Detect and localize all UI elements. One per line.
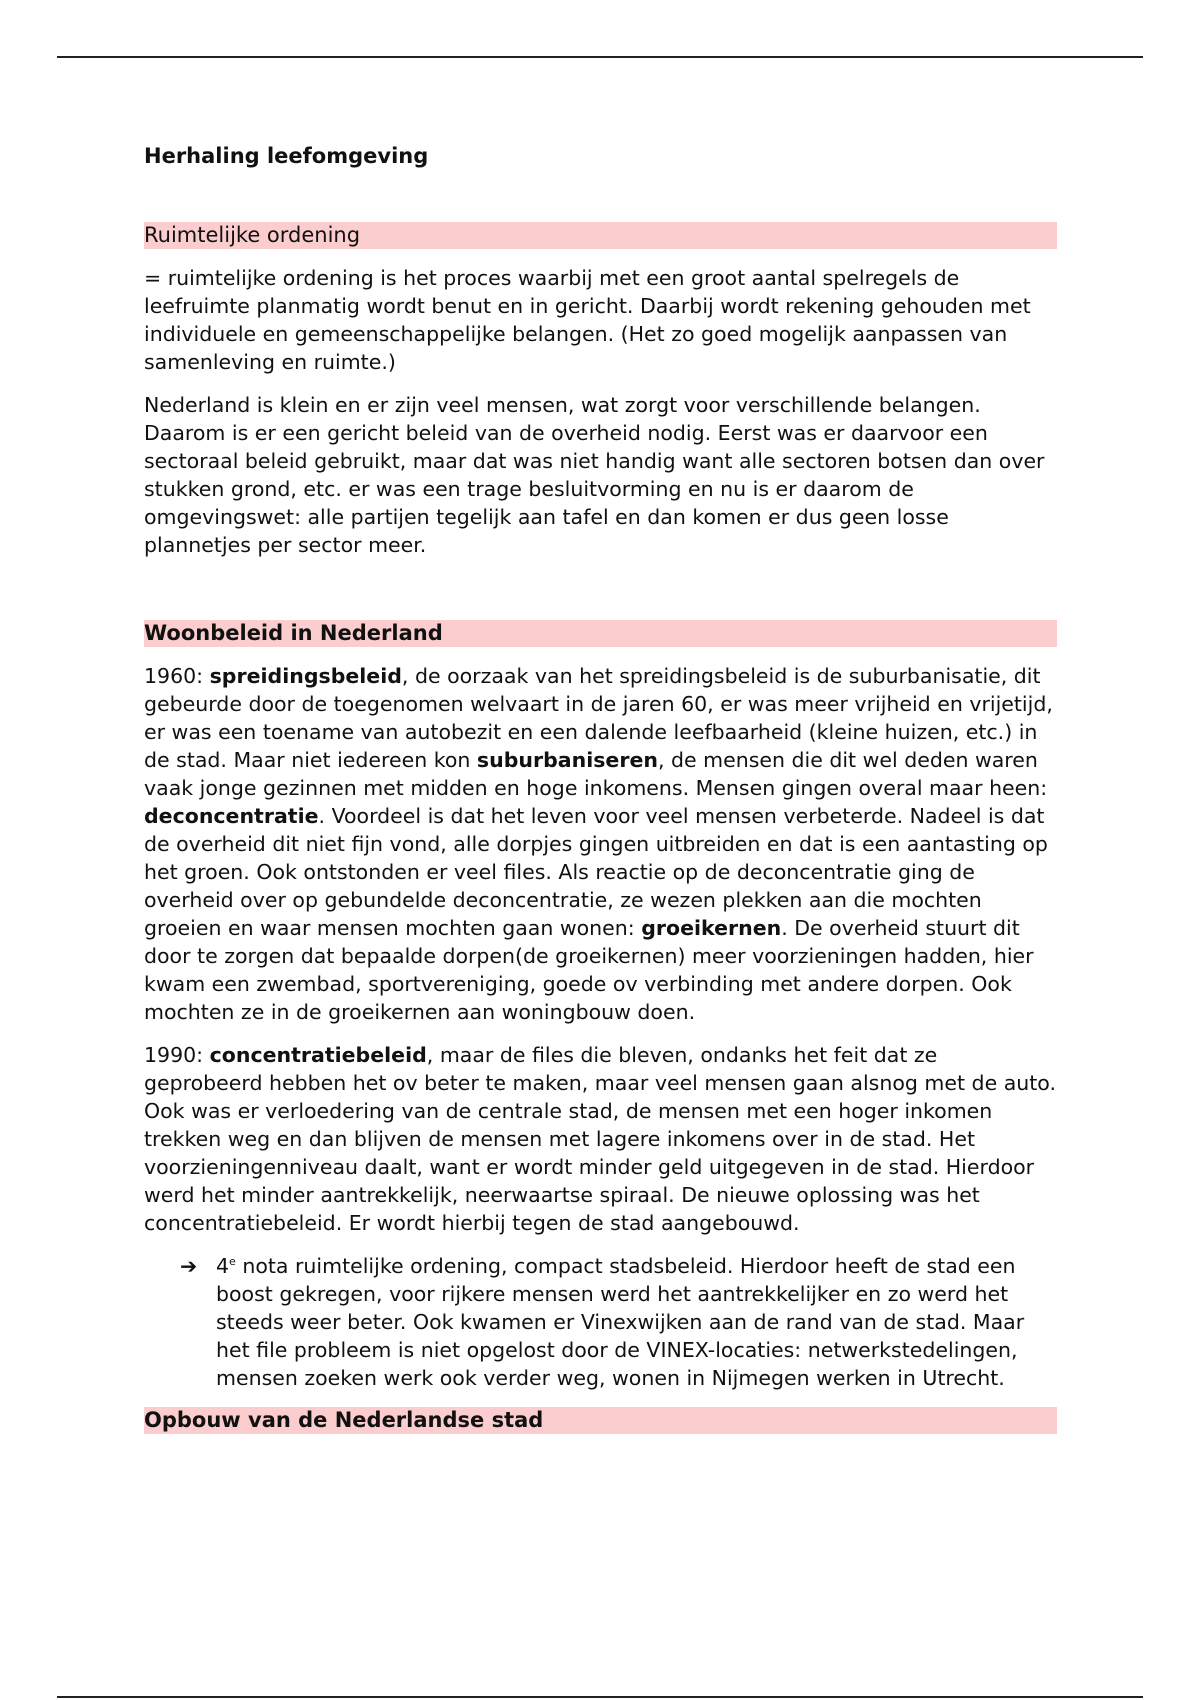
definition-paragraph: = ruimtelijke ordening is het proces waarbij met een groot aantal spelregels de leefruimte planmatig wordt benut en in gericht. Daarbij wordt rekening gehouden met individuele en gemeenschappelijke belangen. (Het zo goed mogelijk aanpassen van samenleving en ruimte.) bbox=[144, 266, 1031, 374]
text-run: 1990: bbox=[144, 1043, 210, 1067]
paragraph-1990 bbox=[144, 1041, 1057, 1237]
arrow-right-icon: ➔ bbox=[180, 1254, 198, 1278]
document-body bbox=[144, 138, 1057, 1449]
term-concentratiebeleid: concentratiebeleid bbox=[209, 1043, 427, 1067]
text-run: , maar de files die bleven, ondanks het feit dat ze geprobeerd hebben het ov beter te maken, maar veel mensen gaan alsnog met de auto. Ook was er verloedering van de centrale stad, de mensen met een hoger inkomen trekken weg en dan blijven de mensen met lagere inkomens over in de stad. Het voorzieningenniveau daalt, want er wordt minder geld uitgegeven in de stad. Hierdoor werd het minder aantrekkelijk, neerwaartse spiraal. De nieuwe oplossing was het concentratiebeleid. Er wordt hierbij tegen de stad aangebouwd. bbox=[144, 1043, 1056, 1235]
page-bottom-rule bbox=[57, 1696, 1143, 1698]
text-run: , de mensen die dit wel deden waren vaak jonge gezinnen met midden en hoge inkomens. Mensen gingen overal maar heen: bbox=[144, 748, 1048, 800]
text-run: 1960: bbox=[144, 664, 210, 688]
bullet-text: nota ruimtelijke ordening, compact stadsbeleid. Hierdoor heeft de stad een boost gekregen, voor rijkere mensen werd het aantrekkelijker en zo werd het steeds weer beter. Ook kwamen er Vinexwijken aan de rand van de stad. Maar het file probleem is niet opgelost door de VINEX-locaties: netwerkstedelingen, mensen zoeken werk ook verder weg, wonen in Nijmegen werken in Utrecht. bbox=[216, 1254, 1025, 1390]
document-title: Herhaling leefomgeving bbox=[144, 144, 429, 168]
section-heading-woonbeleid: Woonbeleid in Nederland bbox=[144, 620, 1057, 647]
arrow-list-item bbox=[144, 1252, 1057, 1392]
page-top-rule bbox=[57, 56, 1143, 58]
text-run: . Voordeel is dat het leven voor veel mensen verbeterde. Nadeel is dat de overheid dit niet fijn vond, alle dorpjes gingen uitbreiden en dat is een aantasting op het groen. Ook ontstonden er veel files. Als reactie op de deconcentratie ging de overheid over op gebundelde deconcentratie, ze wezen plekken aan die mochten groeien en waar mensen mochten gaan wonen: bbox=[144, 804, 1048, 940]
term-suburbaniseren: suburbaniseren bbox=[476, 748, 658, 772]
term-spreidingsbeleid: spreidingsbeleid bbox=[209, 664, 402, 688]
ordinal-suffix: e bbox=[229, 1255, 236, 1269]
section-heading-ruimtelijke-ordening: Ruimtelijke ordening bbox=[144, 222, 1057, 249]
paragraph-1960 bbox=[144, 662, 1057, 1026]
text-run: . De overheid stuurt dit door te zorgen dat bepaalde dorpen(de groeikernen) meer voorzieningen hadden, hier kwam een zwembad, sportvereniging, goede ov verbinding met andere dorpen. Ook mochten ze in de groeikernen aan woningbouw doen. bbox=[144, 916, 1034, 1024]
text-run: , de oorzaak van het spreidingsbeleid is de suburbanisatie, dit gebeurde door de toegenomen welvaart in de jaren 60, er was meer vrijheid en vrijetijd, er was een toename van autobezit en een dalende leefbaarheid (kleine huizen, etc.) in de stad. Maar niet iedereen kon bbox=[144, 664, 1053, 772]
spacer bbox=[144, 574, 1057, 620]
ordinal-number: 4 bbox=[216, 1254, 230, 1278]
paragraph-nederland: Nederland is klein en er zijn veel mensen, wat zorgt voor verschillende belangen. Daarom is er een gericht beleid van de overheid nodig. Eerst was er daarvoor een sectoraal beleid gebruikt, maar dat was niet handig want alle sectoren botsen dan over stukken grond, etc. er was een trage besluitvorming en nu is er daarom de omgevingswet: alle partijen tegelijk aan tafel en dan komen er dus geen losse plannetjes per sector meer. bbox=[144, 393, 1045, 557]
section-heading-opbouw: Opbouw van de Nederlandse stad bbox=[144, 1407, 1057, 1434]
term-deconcentratie: deconcentratie bbox=[144, 804, 319, 828]
term-groeikernen: groeikernen bbox=[641, 916, 782, 940]
